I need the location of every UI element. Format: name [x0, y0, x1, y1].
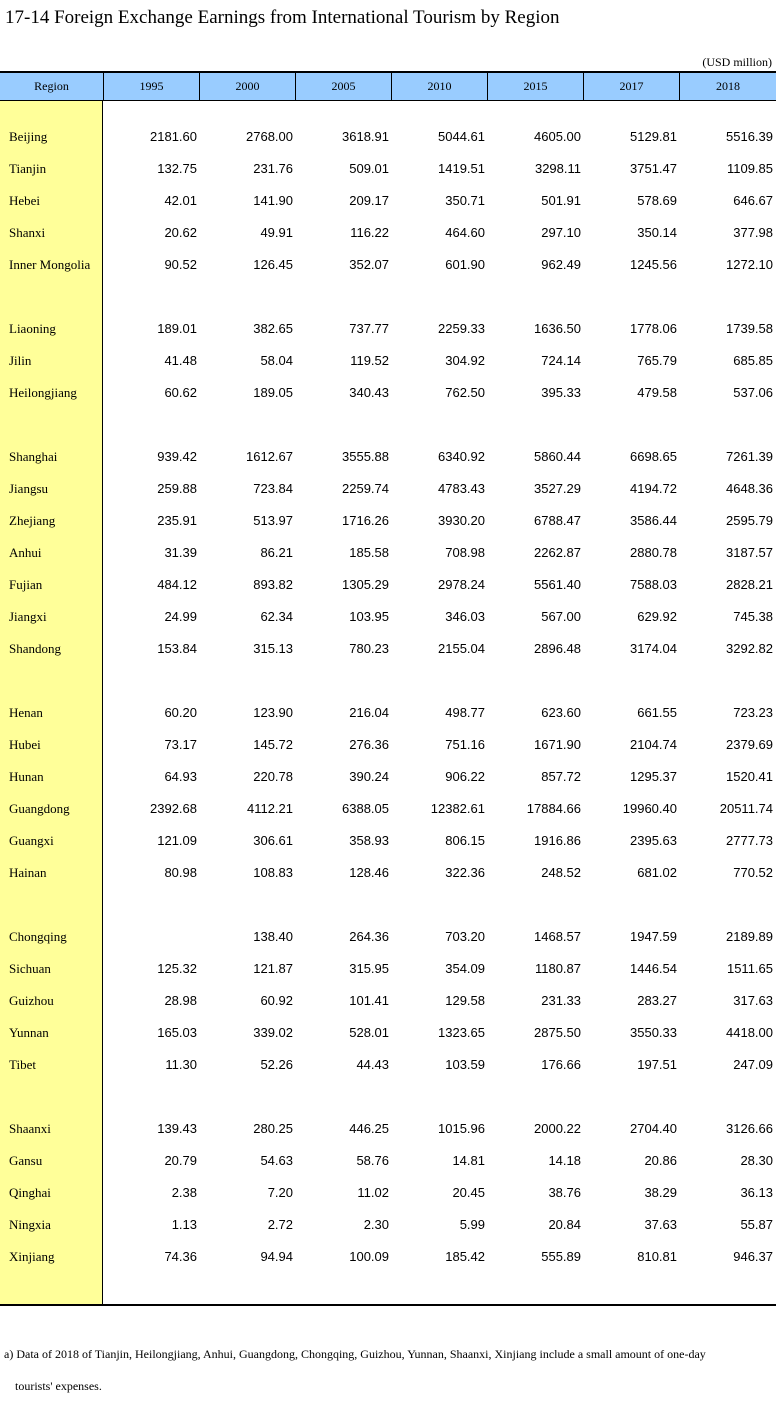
- cell-value: 209.17: [349, 193, 389, 208]
- cell-value: 358.93: [349, 833, 389, 848]
- region-name: Guangdong: [9, 801, 70, 816]
- region-name: Liaoning: [9, 321, 56, 336]
- table-row: [0, 1209, 776, 1241]
- table-row: [0, 153, 776, 185]
- cell-value: 145.72: [253, 737, 293, 752]
- cell-value: 537.06: [733, 385, 773, 400]
- cell-value: 2259.74: [342, 481, 389, 496]
- cell-value: 153.84: [157, 641, 197, 656]
- region-name: Hebei: [9, 193, 41, 208]
- cell-value: 60.20: [164, 705, 197, 720]
- cell-value: 3126.66: [726, 1121, 773, 1136]
- cell-value: 58.76: [356, 1153, 389, 1168]
- cell-value: 2978.24: [438, 577, 485, 592]
- cell-value: 484.12: [157, 577, 197, 592]
- header-2018: 2018: [679, 73, 776, 100]
- cell-value: 962.49: [541, 257, 581, 272]
- cell-value: 2.30: [363, 1217, 389, 1232]
- table-bottom-rule: [0, 1304, 776, 1306]
- cell-value: 128.46: [349, 865, 389, 880]
- cell-value: 623.60: [541, 705, 581, 720]
- cell-value: 6698.65: [630, 449, 677, 464]
- cell-value: 20511.74: [719, 801, 773, 816]
- cell-value: 661.55: [637, 705, 677, 720]
- header-2000: 2000: [199, 73, 295, 100]
- cell-value: 4783.43: [438, 481, 485, 496]
- cell-value: 946.37: [733, 1249, 773, 1264]
- cell-value: 501.91: [541, 193, 581, 208]
- region-name: Shanxi: [9, 225, 46, 240]
- cell-value: 60.62: [164, 385, 197, 400]
- cell-value: 770.52: [733, 865, 773, 880]
- cell-value: 3618.91: [342, 129, 389, 144]
- region-name: Zhejiang: [9, 513, 56, 528]
- cell-value: 1612.67: [246, 449, 293, 464]
- cell-value: 103.59: [445, 1057, 485, 1072]
- cell-value: 2395.63: [630, 833, 677, 848]
- table-row: [0, 441, 776, 473]
- cell-value: 464.60: [445, 225, 485, 240]
- cell-value: 5044.61: [438, 129, 485, 144]
- cell-value: 189.05: [253, 385, 293, 400]
- cell-value: 1272.10: [726, 257, 773, 272]
- cell-value: 125.32: [157, 961, 197, 976]
- cell-value: 41.48: [164, 353, 197, 368]
- cell-value: 80.98: [164, 865, 197, 880]
- table-row: [0, 505, 776, 537]
- cell-value: 297.10: [541, 225, 581, 240]
- cell-value: 354.09: [445, 961, 485, 976]
- cell-value: 216.04: [349, 705, 389, 720]
- cell-value: 5129.81: [630, 129, 677, 144]
- cell-value: 377.98: [733, 225, 773, 240]
- cell-value: 49.91: [260, 225, 293, 240]
- region-name: Shandong: [9, 641, 61, 656]
- cell-value: 4112.21: [246, 801, 293, 816]
- cell-value: 24.99: [164, 609, 197, 624]
- cell-value: 1520.41: [726, 769, 773, 784]
- cell-value: 765.79: [637, 353, 677, 368]
- cell-value: 306.61: [253, 833, 293, 848]
- cell-value: 346.03: [445, 609, 485, 624]
- cell-value: 189.01: [157, 321, 197, 336]
- cell-value: 185.58: [349, 545, 389, 560]
- cell-value: 126.45: [253, 257, 293, 272]
- region-name: Guizhou: [9, 993, 54, 1008]
- table-row: [0, 249, 776, 281]
- cell-value: 231.76: [253, 161, 293, 176]
- cell-value: 108.83: [253, 865, 293, 880]
- cell-value: 116.22: [350, 225, 389, 240]
- cell-value: 86.21: [260, 545, 293, 560]
- cell-value: 14.81: [452, 1153, 485, 1168]
- cell-value: 2768.00: [246, 129, 293, 144]
- cell-value: 20.86: [644, 1153, 677, 1168]
- cell-value: 3555.88: [342, 449, 389, 464]
- cell-value: 578.69: [637, 193, 677, 208]
- cell-value: 37.63: [644, 1217, 677, 1232]
- cell-value: 58.04: [260, 353, 293, 368]
- cell-value: 6388.05: [342, 801, 389, 816]
- cell-value: 939.42: [157, 449, 197, 464]
- cell-value: 2.72: [267, 1217, 293, 1232]
- region-name: Qinghai: [9, 1185, 51, 1200]
- cell-value: 38.29: [644, 1185, 677, 1200]
- cell-value: 31.39: [164, 545, 197, 560]
- region-name: Chongqing: [9, 929, 67, 944]
- table-row: [0, 313, 776, 345]
- table-row: [0, 185, 776, 217]
- table-row: [0, 1113, 776, 1145]
- region-name: Hubei: [9, 737, 41, 752]
- cell-value: 708.98: [445, 545, 485, 560]
- cell-value: 2828.21: [726, 577, 773, 592]
- region-name: Shaanxi: [9, 1121, 51, 1136]
- cell-value: 1511.65: [726, 961, 773, 976]
- cell-value: 4605.00: [534, 129, 581, 144]
- cell-value: 5.99: [459, 1217, 485, 1232]
- cell-value: 3586.44: [630, 513, 677, 528]
- region-name: Tibet: [9, 1057, 36, 1072]
- cell-value: 220.78: [253, 769, 293, 784]
- table-row: [0, 985, 776, 1017]
- cell-value: 231.33: [541, 993, 581, 1008]
- cell-value: 1015.96: [438, 1121, 485, 1136]
- region-name: Beijing: [9, 129, 48, 144]
- cell-value: 1716.26: [342, 513, 389, 528]
- region-name: Jilin: [9, 353, 32, 368]
- cell-value: 3187.57: [726, 545, 773, 560]
- cell-value: 248.52: [541, 865, 581, 880]
- cell-value: 857.72: [541, 769, 581, 784]
- region-name: Gansu: [9, 1153, 43, 1168]
- cell-value: 74.36: [164, 1249, 197, 1264]
- table-row: [0, 473, 776, 505]
- cell-value: 197.51: [637, 1057, 677, 1072]
- cell-value: 185.42: [445, 1249, 485, 1264]
- cell-value: 352.07: [349, 257, 389, 272]
- cell-value: 280.25: [253, 1121, 293, 1136]
- cell-value: 90.52: [164, 257, 197, 272]
- cell-value: 20.45: [452, 1185, 485, 1200]
- cell-value: 132.75: [157, 161, 197, 176]
- cell-value: 893.82: [253, 577, 293, 592]
- cell-value: 138.40: [253, 929, 293, 944]
- table-row: [0, 569, 776, 601]
- cell-value: 567.00: [541, 609, 581, 624]
- table-row: [0, 377, 776, 409]
- cell-value: 3292.82: [726, 641, 773, 656]
- cell-value: 54.63: [260, 1153, 293, 1168]
- cell-value: 28.30: [740, 1153, 773, 1168]
- cell-value: 11.02: [357, 1185, 389, 1200]
- region-name: Hunan: [9, 769, 44, 784]
- cell-value: 6788.47: [534, 513, 581, 528]
- header-2015: 2015: [487, 73, 583, 100]
- cell-value: 703.20: [445, 929, 485, 944]
- cell-value: 119.52: [350, 353, 389, 368]
- cell-value: 276.36: [349, 737, 389, 752]
- cell-value: 751.16: [445, 737, 485, 752]
- region-name: Yunnan: [9, 1025, 49, 1040]
- cell-value: 139.43: [157, 1121, 197, 1136]
- cell-value: 1180.87: [534, 961, 581, 976]
- header-region: Region: [34, 79, 69, 93]
- cell-value: 629.92: [637, 609, 677, 624]
- cell-value: 14.18: [548, 1153, 581, 1168]
- cell-value: 36.13: [740, 1185, 773, 1200]
- cell-value: 339.02: [253, 1025, 293, 1040]
- table-row: [0, 953, 776, 985]
- cell-value: 2104.74: [630, 737, 677, 752]
- cell-value: 2000.22: [534, 1121, 581, 1136]
- region-name: Anhui: [9, 545, 42, 560]
- region-name: Henan: [9, 705, 43, 720]
- cell-value: 2.38: [171, 1185, 197, 1200]
- cell-value: 73.17: [164, 737, 197, 752]
- cell-value: 315.13: [253, 641, 293, 656]
- cell-value: 4648.36: [726, 481, 773, 496]
- region-name: Xinjiang: [9, 1249, 55, 1264]
- cell-value: 1446.54: [630, 961, 677, 976]
- cell-value: 382.65: [253, 321, 293, 336]
- table-row: [0, 1017, 776, 1049]
- cell-value: 7588.03: [630, 577, 677, 592]
- cell-value: 101.41: [349, 993, 389, 1008]
- table-row: [0, 1049, 776, 1081]
- cell-value: 2259.33: [438, 321, 485, 336]
- cell-value: 19960.40: [622, 801, 677, 816]
- cell-value: 283.27: [637, 993, 677, 1008]
- cell-value: 2880.78: [630, 545, 677, 560]
- cell-value: 11.30: [165, 1057, 197, 1072]
- cell-value: 44.43: [356, 1057, 389, 1072]
- cell-value: 1245.56: [630, 257, 677, 272]
- cell-value: 1468.57: [534, 929, 581, 944]
- cell-value: 780.23: [349, 641, 389, 656]
- cell-value: 2181.60: [150, 129, 197, 144]
- cell-value: 62.34: [260, 609, 293, 624]
- header-2005: 2005: [295, 73, 391, 100]
- cell-value: 3550.33: [630, 1025, 677, 1040]
- table-row: [0, 345, 776, 377]
- table-row: [0, 633, 776, 665]
- region-name: Fujian: [9, 577, 43, 592]
- cell-value: 1419.51: [438, 161, 485, 176]
- table-row: [0, 697, 776, 729]
- cell-value: 247.09: [733, 1057, 773, 1072]
- cell-value: 2155.04: [438, 641, 485, 656]
- table-row: [0, 825, 776, 857]
- cell-value: 340.43: [349, 385, 389, 400]
- cell-value: 723.84: [253, 481, 293, 496]
- cell-value: 103.95: [349, 609, 389, 624]
- cell-value: 121.09: [157, 833, 197, 848]
- cell-value: 3174.04: [630, 641, 677, 656]
- table-row: [0, 537, 776, 569]
- cell-value: 681.02: [637, 865, 677, 880]
- table-row: [0, 1145, 776, 1177]
- region-name: Ningxia: [9, 1217, 51, 1232]
- cell-value: 2777.73: [726, 833, 773, 848]
- cell-value: 121.87: [253, 961, 293, 976]
- region-name: Sichuan: [9, 961, 51, 976]
- cell-value: 322.36: [445, 865, 485, 880]
- footnote-line-1: a) Data of 2018 of Tianjin, Heilongjiang, Anhui, Guangdong, Chongqing, Guizhou, Yunnan, Shaanxi, Xinjiang include a small amount of one-day: [4, 1347, 706, 1361]
- cell-value: 810.81: [637, 1249, 677, 1264]
- cell-value: 1323.65: [438, 1025, 485, 1040]
- table-row: [0, 217, 776, 249]
- region-name: Heilongjiang: [9, 385, 77, 400]
- cell-value: 7261.39: [726, 449, 773, 464]
- cell-value: 3298.11: [534, 161, 581, 176]
- table-row: [0, 857, 776, 889]
- page-title: 17-14 Foreign Exchange Earnings from International Tourism by Region: [5, 7, 560, 28]
- cell-value: 235.91: [157, 513, 197, 528]
- cell-value: 1305.29: [342, 577, 389, 592]
- cell-value: 1295.37: [630, 769, 677, 784]
- cell-value: 17884.66: [526, 801, 581, 816]
- region-name: Jiangsu: [9, 481, 48, 496]
- cell-value: 2875.50: [534, 1025, 581, 1040]
- region-name: Inner Mongolia: [9, 257, 91, 272]
- table-row: [0, 793, 776, 825]
- cell-value: 762.50: [445, 385, 485, 400]
- cell-value: 1109.85: [726, 161, 773, 176]
- cell-value: 745.38: [733, 609, 773, 624]
- cell-value: 7.20: [267, 1185, 293, 1200]
- cell-value: 165.03: [157, 1025, 197, 1040]
- cell-value: 100.09: [349, 1249, 389, 1264]
- cell-value: 3751.47: [630, 161, 677, 176]
- cell-value: 5516.39: [726, 129, 773, 144]
- cell-value: 3930.20: [438, 513, 485, 528]
- region-name: Guangxi: [9, 833, 54, 848]
- cell-value: 259.88: [157, 481, 197, 496]
- cell-value: 2704.40: [630, 1121, 677, 1136]
- table-row: [0, 601, 776, 633]
- cell-value: 528.01: [349, 1025, 389, 1040]
- cell-value: 52.26: [260, 1057, 293, 1072]
- cell-value: 446.25: [349, 1121, 389, 1136]
- cell-value: 176.66: [541, 1057, 581, 1072]
- cell-value: 20.62: [164, 225, 197, 240]
- cell-value: 723.23: [733, 705, 773, 720]
- cell-value: 513.97: [253, 513, 293, 528]
- cell-value: 38.76: [548, 1185, 581, 1200]
- cell-value: 2189.89: [726, 929, 773, 944]
- cell-value: 2896.48: [534, 641, 581, 656]
- cell-value: 498.77: [445, 705, 485, 720]
- cell-value: 1916.86: [534, 833, 581, 848]
- cell-value: 1739.58: [726, 321, 773, 336]
- header-2017: 2017: [583, 73, 679, 100]
- cell-value: 601.90: [445, 257, 485, 272]
- cell-value: 806.15: [445, 833, 485, 848]
- cell-value: 123.90: [253, 705, 293, 720]
- cell-value: 28.98: [164, 993, 197, 1008]
- cell-value: 2595.79: [726, 513, 773, 528]
- cell-value: 20.79: [164, 1153, 197, 1168]
- cell-value: 2262.87: [534, 545, 581, 560]
- table-row: [0, 1177, 776, 1209]
- cell-value: 5860.44: [534, 449, 581, 464]
- table-row: [0, 1241, 776, 1273]
- cell-value: 264.36: [349, 929, 389, 944]
- cell-value: 304.92: [445, 353, 485, 368]
- cell-value: 60.92: [260, 993, 293, 1008]
- cell-value: 12382.61: [430, 801, 485, 816]
- cell-value: 509.01: [349, 161, 389, 176]
- cell-value: 5561.40: [534, 577, 581, 592]
- cell-value: 4194.72: [630, 481, 677, 496]
- cell-value: 646.67: [733, 193, 773, 208]
- cell-value: 555.89: [541, 1249, 581, 1264]
- cell-value: 20.84: [548, 1217, 581, 1232]
- cell-value: 2392.68: [150, 801, 197, 816]
- cell-value: 1636.50: [534, 321, 581, 336]
- cell-value: 55.87: [740, 1217, 773, 1232]
- cell-value: 141.90: [253, 193, 293, 208]
- cell-value: 315.95: [349, 961, 389, 976]
- cell-value: 906.22: [445, 769, 485, 784]
- cell-value: 479.58: [637, 385, 677, 400]
- footnote-line-2: tourists' expenses.: [15, 1379, 102, 1393]
- cell-value: 6340.92: [438, 449, 485, 464]
- header-1995: 1995: [103, 73, 199, 100]
- cell-value: 64.93: [164, 769, 197, 784]
- table-row: [0, 121, 776, 153]
- header-2010: 2010: [391, 73, 487, 100]
- table-row: [0, 921, 776, 953]
- cell-value: 3527.29: [534, 481, 581, 496]
- cell-value: 1671.90: [534, 737, 581, 752]
- cell-value: 4418.00: [726, 1025, 773, 1040]
- cell-value: 42.01: [164, 193, 197, 208]
- region-name: Tianjin: [9, 161, 47, 176]
- cell-value: 1.13: [171, 1217, 197, 1232]
- region-name: Hainan: [9, 865, 47, 880]
- cell-value: 390.24: [349, 769, 389, 784]
- cell-value: 2379.69: [726, 737, 773, 752]
- cell-value: 129.58: [445, 993, 485, 1008]
- cell-value: 1947.59: [630, 929, 677, 944]
- unit-label: (USD million): [702, 55, 772, 69]
- table-header: [0, 71, 776, 101]
- region-name: Shanghai: [9, 449, 58, 464]
- table-row: [0, 729, 776, 761]
- region-name: Jiangxi: [9, 609, 47, 624]
- cell-value: 724.14: [541, 353, 581, 368]
- cell-value: 94.94: [260, 1249, 293, 1264]
- cell-value: 1778.06: [630, 321, 677, 336]
- cell-value: 350.14: [637, 225, 677, 240]
- cell-value: 737.77: [349, 321, 389, 336]
- cell-value: 395.33: [541, 385, 581, 400]
- cell-value: 685.85: [733, 353, 773, 368]
- cell-value: 317.63: [733, 993, 773, 1008]
- table-row: [0, 761, 776, 793]
- cell-value: 350.71: [445, 193, 485, 208]
